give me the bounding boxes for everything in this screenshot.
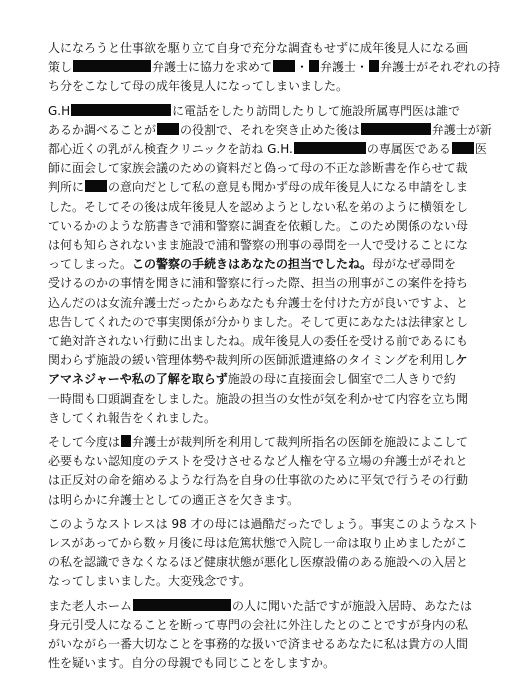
text-line [48,653,480,673]
text-line [48,38,480,58]
text-line [48,533,480,553]
text-line [48,490,480,510]
text-line [48,76,480,96]
text-segment: 身元引受人になることを断って専門の会社に外注したとのことですが身内の私 [48,617,469,632]
text-segment: 母がなぜ尋問を [372,257,457,272]
text-line [48,158,480,178]
text-segment: 弁護士・ [320,60,369,75]
redaction-block [121,435,131,447]
text-segment: は何も知らされないまま施設で浦和警察の刑事の尋問を一人で受けることにな [48,238,469,252]
text-segment: の人に聞いた話ですが施設入居時、あなたは [232,598,473,613]
text-segment: 受けるのかの事情を聞きに浦和警察に行った際、担当の刑事がこの案件を持ち [48,276,469,291]
text-line [48,273,480,293]
text-line [48,432,480,452]
text-segment: 必要もない認知度のテストを受けさせるなど人権を守る立場の弁護士がそれと [48,454,468,469]
text-segment: 師に面会して家族会議のための資料だと偽って母の不正な診断書を作らせて裁 [48,161,468,176]
text-segment: あるか調べることが [48,122,157,137]
redaction-block [71,104,171,116]
text-line [48,571,480,591]
text-line [48,57,501,77]
text-segment: の専属医である [366,142,451,156]
text-segment: の意向だとして私の意見も聞かず母の成年後見人になる申請をしま [108,180,469,195]
redaction-block [157,123,179,135]
text-line [48,596,480,616]
text-segment: て絶対許されない行動に出ましたね。成年後見人の委任を受ける前であるにも [48,334,469,348]
text-line [48,615,480,635]
redaction-block [369,60,379,72]
emphasized-text: ケ [455,353,468,368]
text-segment: 人になろうと仕事欲を駆り立て自身で充分な調査もせずに成年後見人になる画 [48,41,469,55]
text-segment: がいながら一番大切なことを事務的な扱いで済ませるあなたに私は貴方の人間 [48,637,469,651]
text-segment: に電話をしたり訪問したりして施設所属専門医は誰で [172,103,461,118]
text-segment: ・ [296,60,309,75]
text-segment: 弁護士に協力を求めて [152,60,273,75]
text-line [48,120,492,140]
text-segment: 弁護士が新 [431,122,492,137]
text-segment: は明らかに弁護士としての適正さを欠きます。 [48,492,300,507]
text-segment: このようなストレスは 98 才の母には過酷だったでしょう。事実このようなスト [48,516,479,531]
text-line [48,408,480,428]
text-line [48,634,480,654]
redaction-block [85,180,107,192]
text-line [48,254,480,274]
text-segment: 忠告してくれたので事実関係が分かりました。そして更にあなたは法律家とし [48,314,469,329]
text-segment: の私を認識できなくなるほど健康状態が悪化し医療設備のある施設への入居と [48,555,469,570]
text-segment: ってしまった。 [48,257,133,272]
text-line [48,470,480,490]
redaction-block [452,142,474,154]
text-segment: 施設の母に直接面会し個室で二人きりで約 [227,372,456,387]
text-segment: きしてくれ報告をくれました。 [48,410,217,425]
emphasized-text: この警察の手続きはあなたの担当でしたね。 [132,257,373,272]
text-segment: は正反対の命を縮めるような行為を自身の仕事欲のために平気で行うその行動 [48,473,469,488]
text-line [48,177,480,197]
text-segment: 策し [48,60,73,75]
text-line [48,197,480,217]
text-segment: 弁護士が裁判所を利用して裁判所指名の医師を施設によこして [132,435,469,449]
text-line [48,139,487,159]
text-line [48,312,480,332]
text-segment: レスがあってから数ヶ月後に母は危篤状態で入院し一命は取り止めましたがこ [48,536,468,550]
text-line [48,552,480,572]
text-segment: の役割で、それを突き止めた後は [180,122,360,137]
text-segment: G.H [48,103,71,118]
text-line [48,216,480,236]
text-line [48,101,480,121]
redaction-block [273,60,295,72]
text-segment: した。そしてその後は成年後見人を認めようとしない私を弟のように横領をし [48,199,469,214]
text-line [48,369,480,389]
text-line [48,331,480,351]
text-segment: なってしまいました。大変残念です。 [48,574,252,589]
text-line [48,514,480,534]
text-segment: そして今度は [48,435,121,449]
emphasized-text: アマネジャーや私の了解を取らず [48,372,228,387]
text-line [48,235,480,255]
text-segment: 一時間も口頭調査をしました。施設の担当の女性が気を利かせて内容を立ち聞 [48,391,469,406]
redaction-block [294,142,366,154]
redaction-block [133,599,231,611]
text-segment: 判所に [48,180,85,195]
redaction-block [361,123,431,135]
text-line [48,451,480,471]
text-segment: 医 [474,142,487,156]
text-segment: 弁護士がそれぞれの持 [380,60,501,75]
redaction-block [73,60,151,72]
text-segment: 性を疑います。自分の母親でも同じことをしますか。 [48,656,336,671]
text-segment: 込んだのは女流弁護士だったからあなたも弁護士を付けた方が良いですよ、と [48,295,469,310]
text-segment: 関わらず施設の緩い管理体勢や裁判所の医師派遣連絡のタイミングを利用し [48,353,456,368]
text-line [48,350,480,370]
text-line [48,389,480,409]
text-line [48,293,480,313]
text-segment: ち分をこなして母の成年後見人になってしまいました。 [48,79,349,94]
text-segment: 都心近くの乳がん検査クリニックを訪ね G.H. [48,142,293,156]
text-segment: また老人ホーム [48,598,133,613]
text-segment: ているかのような筋書きで浦和警察に調査を依頼した。このため関係のない母 [48,218,469,233]
redaction-block [309,60,319,72]
